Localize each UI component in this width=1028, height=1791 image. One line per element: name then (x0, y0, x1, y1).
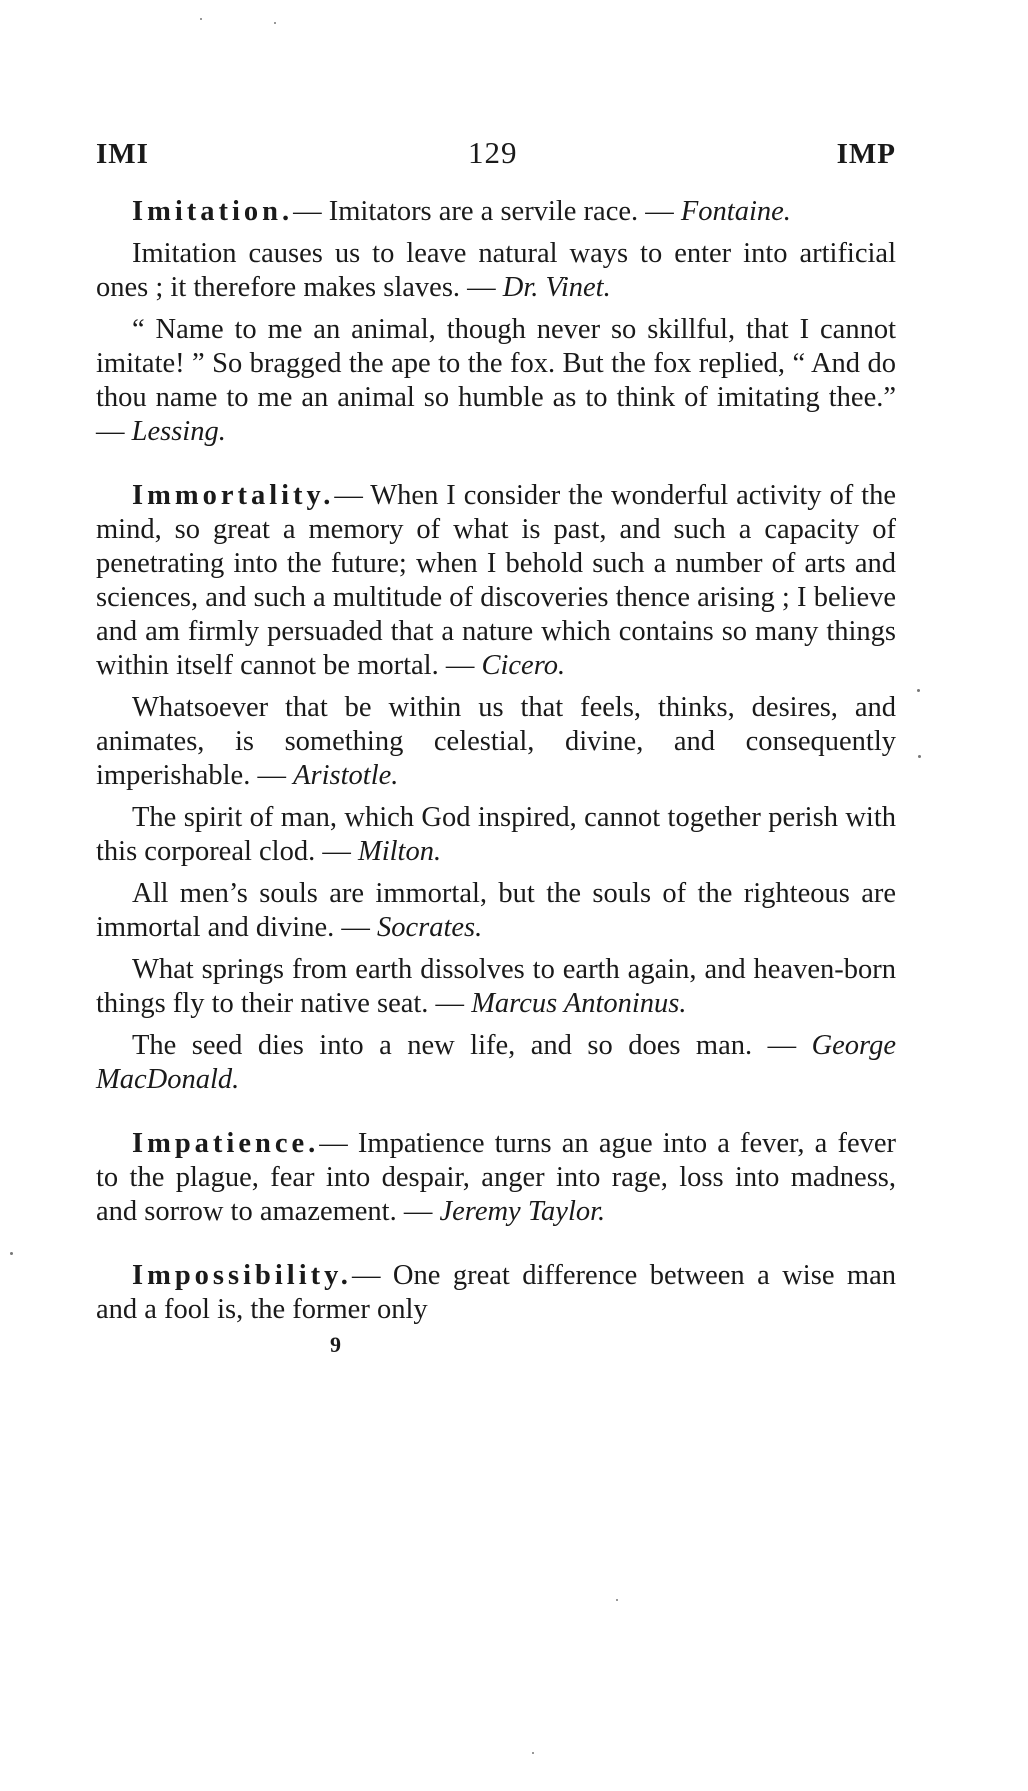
running-head-right: IMP (836, 138, 896, 170)
entry-immortality-paragraph-3 (96, 801, 896, 869)
scan-speck (918, 755, 921, 758)
quote-author: Jeremy Taylor. (439, 1196, 606, 1227)
quote-author: Dr. Vinet. (502, 272, 611, 303)
signature-mark: 9 (330, 1332, 341, 1357)
running-head-left: IMI (96, 138, 149, 170)
quote-text: — Impatience turns an ague into a fever, a fever to the plague, fear into despair, anger into rage, loss into madness, and sorrow to amazement. — (96, 1128, 896, 1227)
entry-immortality-paragraph-5 (96, 953, 896, 1021)
entry-imitation-paragraph-2 (96, 237, 896, 305)
quote-text: What springs from earth dissolves to earth again, and heaven-born things fly to their native seat. — (96, 954, 896, 1019)
entry-keyword: Immortality. (132, 480, 335, 511)
entry-keyword: Impatience. (132, 1128, 320, 1159)
book-page (96, 135, 896, 1357)
scan-speck (917, 689, 920, 692)
entry-immortality-paragraph-2 (96, 691, 896, 793)
quote-author: Lessing. (131, 416, 226, 447)
quote-text: The seed dies into a new life, and so does man. — (132, 1030, 812, 1061)
entry-imitation-paragraph-1 (96, 195, 896, 229)
quote-author: Aristotle. (293, 760, 399, 791)
quote-text: — When I consider the wonderful activity of the mind, so great a memory of what is past, and such a capacity of penetrating into the future; when I behold such a number of arts and sciences, and such a multitude of discoveries thence arising ; I believe and am firmly persuaded that a nature which contains so many things within itself cannot be mortal. — (96, 480, 896, 681)
entry-keyword: Imitation. (132, 196, 294, 227)
entry-impatience-paragraph-1 (96, 1127, 896, 1229)
quote-author: George MacDonald. (96, 1030, 896, 1095)
quote-text: All men’s souls are immortal, but the souls of the righteous are immortal and divine. — (96, 878, 896, 943)
running-head (96, 135, 896, 171)
quote-text: “ Name to me an animal, though never so skillful, that I cannot imitate! ” So bragged the ape to the fox. But the fox replied, “ And do thou name to me an animal so humble as to think of imitating thee.” — (96, 314, 896, 447)
quote-text: Imitation causes us to leave natural ways to enter into artificial ones ; it therefore makes slaves. — (96, 238, 896, 303)
quote-author: Marcus Antoninus. (471, 988, 687, 1019)
quote-author: Milton. (357, 836, 442, 867)
quote-text: Whatsoever that be within us that feels, thinks, desires, and animates, is something celestial, divine, and consequently imperishable. — (96, 692, 896, 791)
entry-immortality-paragraph-6 (96, 1029, 896, 1097)
entry-immortality-paragraph-4 (96, 877, 896, 945)
scan-speck (274, 22, 276, 24)
entry-imitation-paragraph-3 (96, 313, 896, 449)
quote-author: Socrates. (377, 912, 483, 943)
quote-text: The spirit of man, which God inspired, cannot together perish with this corporeal clod. — (96, 802, 896, 867)
scan-speck (616, 1599, 618, 1601)
quote-author: Fontaine. (680, 196, 791, 227)
page-body (96, 195, 896, 1357)
entry-impossibility-paragraph-1 (96, 1259, 896, 1327)
quote-text: — One great difference between a wise man and a fool is, the former only (96, 1260, 896, 1325)
scan-speck (532, 1752, 534, 1754)
quote-text: — Imitators are a servile race. — (293, 196, 681, 227)
scan-speck (10, 1252, 13, 1255)
quote-author: Cicero. (481, 650, 566, 681)
page-number: 129 (468, 135, 518, 170)
scan-speck (200, 18, 202, 20)
entry-immortality-paragraph-1 (96, 479, 896, 683)
entry-keyword: Impossibility. (132, 1260, 352, 1291)
